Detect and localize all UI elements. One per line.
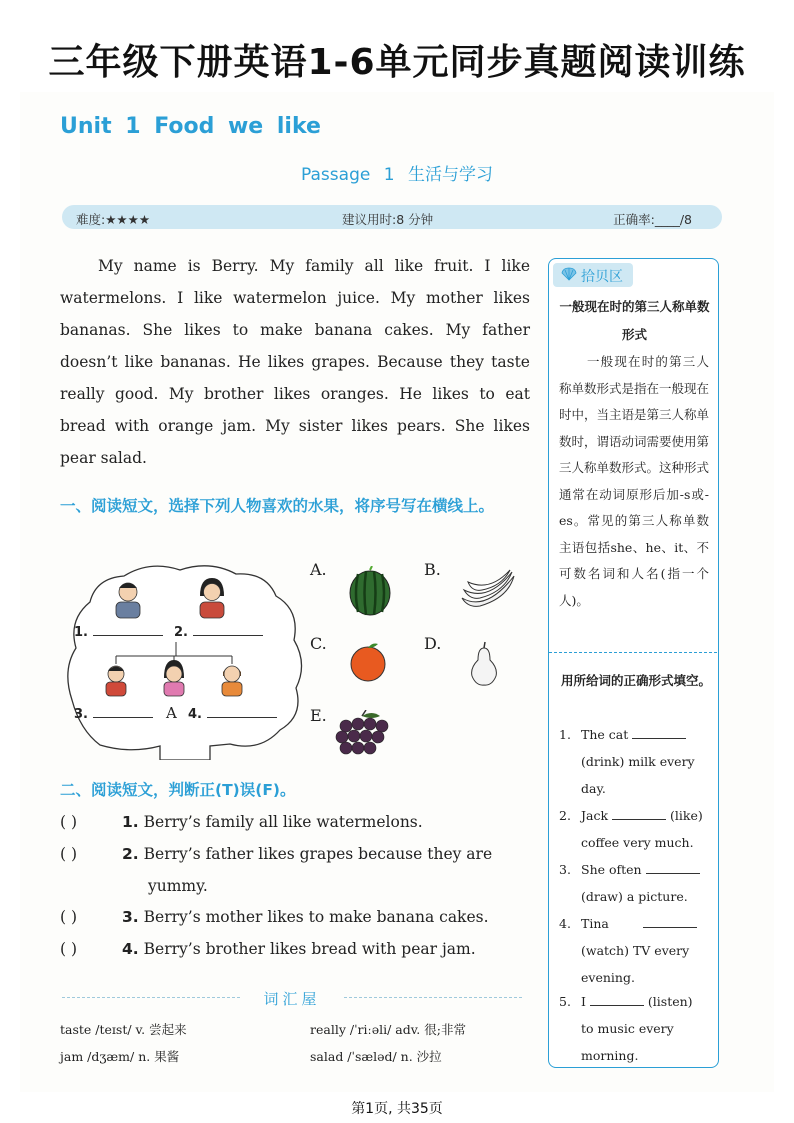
vocab-divider-right — [344, 997, 522, 998]
tree-blank-3-answer: A — [166, 704, 177, 722]
vocab-taste: taste /teɪst/ v. 尝起来 — [60, 1022, 187, 1037]
banana-icon — [458, 568, 520, 612]
answer-paren[interactable]: ( ) — [60, 940, 78, 958]
info-bar — [62, 205, 722, 229]
exercise-3: 3. She often (draw) a picture. — [559, 856, 714, 910]
tf-item-3: ( ) 3. Berry’s mother likes to make banana cakes. — [60, 901, 540, 933]
tree-blank-3[interactable]: 3. — [74, 706, 153, 722]
tree-blank-4[interactable]: 4. — [188, 706, 277, 722]
answer-paren[interactable]: ( ) — [60, 813, 78, 831]
unit-title: Unit 1 Food we like — [60, 114, 321, 139]
exercise-4: 4. Tina (watch) TV every evening. — [559, 910, 714, 991]
orange-icon — [348, 640, 388, 684]
section-1-title: 一、阅读短文，选择下列人物喜欢的水果，将序号写在横线上。 — [60, 497, 495, 515]
answer-paren[interactable]: ( ) — [60, 845, 78, 863]
option-c-label: C. — [310, 634, 327, 653]
exercise-title: 用所给词的正确形式填空。 — [561, 673, 712, 688]
reading-passage: My name is Berry. My family all like fruit. I like watermelons. I like watermelon juice. My mother likes bananas. She likes to make banana cakes. My father doesn’t like bananas. He likes grapes. Because they taste really good. My brother likes oranges. He likes to eat bread with orange jam. My sister likes pears. She likes pear salad. — [60, 257, 530, 467]
exercise-1: 1. The cat (drink) milk every day. — [559, 727, 695, 796]
side-tab: 拾贝区 — [553, 263, 633, 287]
accuracy-label: 正确率:____/8 — [613, 212, 692, 227]
vocab-jam: jam /dʒæm/ n. 果酱 — [60, 1049, 180, 1064]
pear-icon — [468, 640, 500, 686]
family-tree-illustration — [60, 560, 310, 760]
grapes-icon — [332, 710, 394, 758]
option-e-label: E. — [310, 706, 327, 725]
tf-item-1: ( ) 1. Berry’s family all like watermelons. — [60, 806, 540, 838]
grammar-title: 一般现在时的第三人称单数形式 — [559, 299, 710, 342]
grammar-side-box — [548, 258, 719, 1068]
vocab-title: 词汇屋 — [263, 990, 321, 1008]
watermelon-icon — [348, 566, 392, 616]
tree-blank-1[interactable]: 1. — [74, 624, 163, 640]
exercise-2: 2. Jack (like) coffee very much. — [559, 808, 703, 850]
option-b-label: B. — [424, 560, 441, 579]
vocab-salad: salad /ˈsæləd/ n. 沙拉 — [310, 1049, 442, 1064]
answer-paren[interactable]: ( ) — [60, 908, 78, 926]
side-divider — [549, 652, 717, 653]
difficulty-label: 难度:★★★★ — [76, 212, 151, 227]
tree-outline-icon — [60, 560, 310, 760]
tf-item-4: ( ) 4. Berry’s brother likes bread with pear jam. — [60, 933, 540, 965]
option-a-label: A. — [310, 560, 327, 579]
option-d-label: D. — [424, 634, 442, 653]
shell-icon — [561, 267, 577, 281]
section-2-title: 二、阅读短文，判断正(T)误(F)。 — [60, 781, 296, 799]
passage-title: Passage 1 生活与学习 — [301, 165, 493, 185]
tree-blank-2[interactable]: 2. — [174, 624, 263, 640]
page-footer: 第1页, 共35页 — [351, 1101, 443, 1117]
grammar-body: 一般现在时的第三人称单数形式是指在一般现在时中，当主语是第三人称单数时，谓语动词需要使用第三人称单数形式。这种形式通常在动词原形后加-s或-es。常见的第三人称单数主语包括she、he、it、不可数名词和人名(指一个人)。 — [559, 354, 710, 608]
vocab-really: really /ˈriːəli/ adv. 很;非常 — [310, 1022, 466, 1037]
suggested-time-label: 建议用时:8 分钟 — [342, 212, 434, 227]
sister-icon — [164, 660, 184, 696]
exercise-5: 5. I (listen) to music every morning. — [559, 994, 693, 1063]
page-title: 三年级下册英语1-6单元同步真题阅读训练 — [48, 42, 746, 83]
tf-item-2: ( ) 2. Berry’s father likes grapes because they are yummy. — [60, 838, 540, 902]
